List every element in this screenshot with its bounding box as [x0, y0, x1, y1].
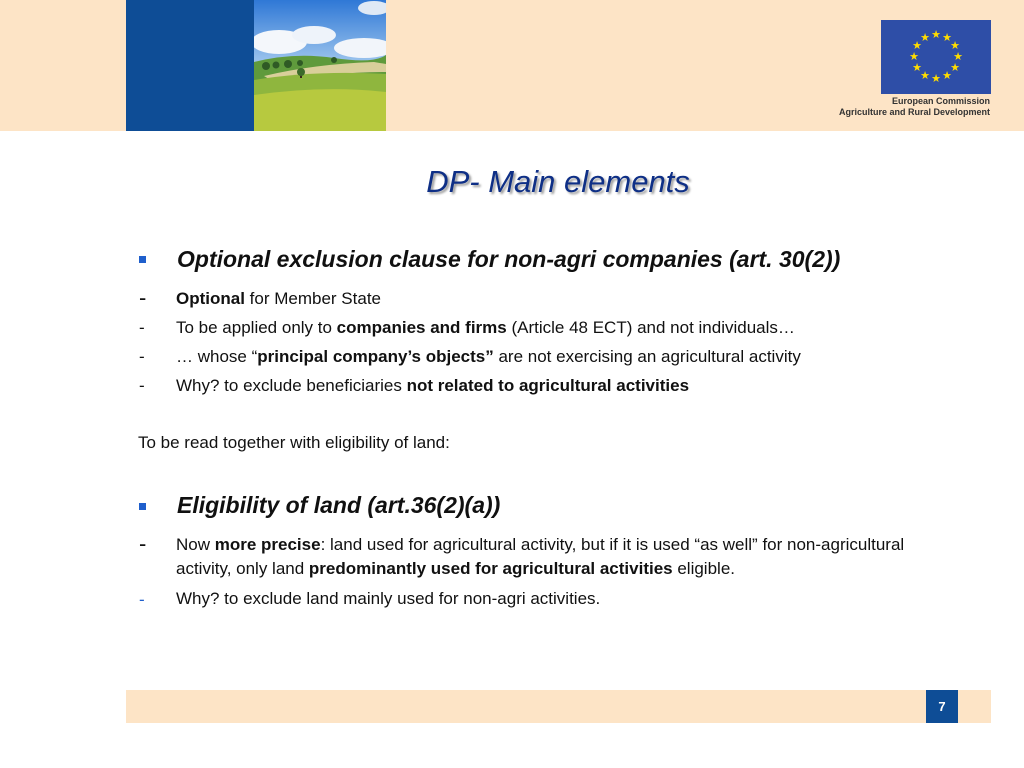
section1-heading: Optional exclusion clause for non-agri companies (art. 30(2)) — [177, 246, 841, 272]
page-number: 7 — [926, 690, 958, 723]
svg-text:★: ★ — [953, 50, 963, 63]
dash-bullet: - — [139, 318, 145, 337]
eu-stars-icon — [881, 20, 991, 94]
dash-bullet: - — [139, 376, 145, 395]
text: eligible. — [672, 559, 735, 578]
section2-item-2 — [176, 587, 600, 611]
landscape-photo — [254, 0, 386, 131]
svg-text:★: ★ — [912, 39, 922, 52]
svg-text:★: ★ — [942, 69, 952, 82]
section1-item-3 — [176, 345, 801, 369]
section1-item-2 — [176, 316, 795, 340]
text: Why? to exclude beneficiaries — [176, 376, 407, 395]
section2-heading: Eligibility of land (art.36(2)(a)) — [177, 492, 501, 518]
square-bullet-icon — [139, 503, 146, 510]
text: Why? to exclude land mainly used for non-agri activities. — [176, 589, 601, 608]
footer-band — [126, 690, 991, 723]
section1-item-4 — [176, 374, 689, 398]
section2-item-1 — [176, 533, 946, 581]
dash-bullet: - — [139, 347, 145, 366]
text: To be applied only to — [176, 318, 337, 337]
emphasis: more precise — [214, 535, 321, 554]
svg-text:★: ★ — [950, 39, 960, 52]
emphasis: companies and firms — [336, 318, 507, 337]
text: Now — [176, 535, 215, 554]
dash-bullet: - — [139, 531, 147, 556]
org-line1: European Commission — [891, 96, 990, 106]
svg-text:★: ★ — [909, 50, 919, 63]
text: : land used for agricultural activity, but if it is used “as well” for non-agricultural activity, only land — [176, 535, 905, 578]
svg-text:★: ★ — [931, 72, 941, 85]
dash-bullet: - — [139, 590, 145, 609]
dash-bullet: - — [139, 285, 147, 310]
svg-text:★: ★ — [920, 69, 930, 82]
emphasis: not related to agricultural activities — [406, 376, 690, 395]
org-line2: Agriculture and Rural Development — [838, 107, 990, 117]
svg-text:★: ★ — [931, 28, 941, 41]
header-blue-block — [126, 0, 254, 131]
text: (Article 48 ECT) and not individuals… — [506, 318, 795, 337]
square-bullet-icon — [139, 256, 146, 263]
emphasis: Optional — [176, 289, 245, 308]
section1-item-1 — [176, 287, 381, 311]
svg-text:★: ★ — [942, 31, 952, 44]
eu-flag-logo — [881, 20, 991, 94]
svg-text:★: ★ — [912, 61, 922, 74]
slide-title: DP- Main elements — [426, 164, 690, 199]
svg-text:★: ★ — [920, 31, 930, 44]
organization-name — [800, 96, 990, 118]
emphasis: principal company’s objects” — [257, 347, 494, 366]
text: are not exercising an agricultural activity — [493, 347, 801, 366]
emphasis: predominantly used for agricultural activities — [308, 559, 673, 578]
svg-text:★: ★ — [950, 61, 960, 74]
text: for Member State — [244, 289, 382, 308]
text: … whose “ — [176, 347, 258, 366]
note-text: To be read together with eligibility of land: — [138, 433, 450, 452]
